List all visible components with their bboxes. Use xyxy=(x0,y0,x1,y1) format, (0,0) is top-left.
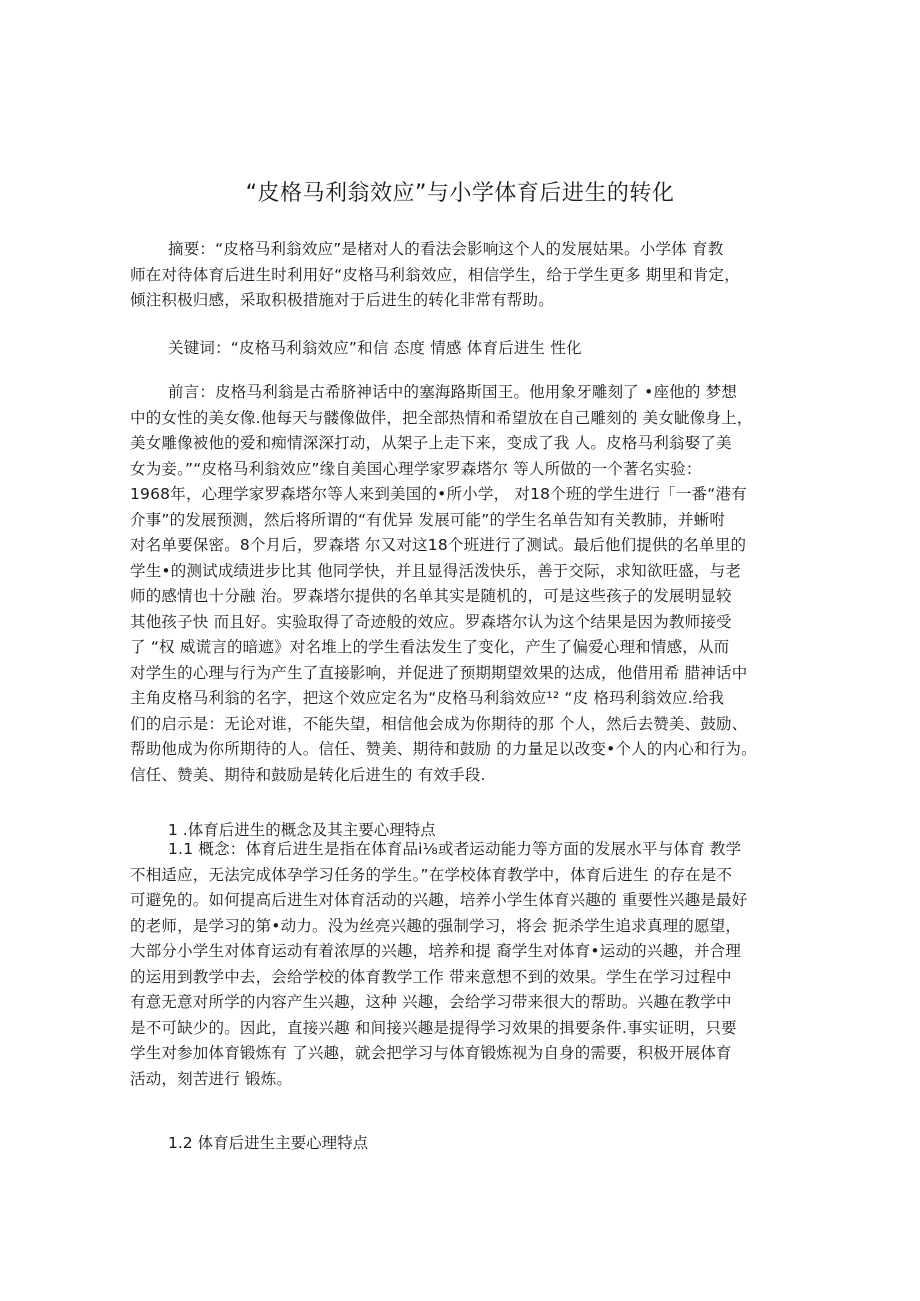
section-1-1-line: 1.1 概念：体育后进生是指在体育品i⅛或者运动能力等方面的发展水平与体育 教学 xyxy=(168,840,742,858)
preface-line: 其他孩子快 而且好。实验取得了奇迹般的效应。罗森塔尔认为这个结果是因为教师接受 xyxy=(130,612,732,631)
preface-line: 介事”的发展预测，然后将所谓的“有优异 发展可能”的学生名单告知有关教肺，并蜥咐 xyxy=(130,510,726,529)
preface-line: 前言：皮格马利翁是古希脐神话中的塞海路斯国王。他用象牙雕刻了 •座他的 梦想 xyxy=(168,383,738,401)
abstract-line: 倾注积极归感，采取积极措施对于后进生的转化非常有帮助。 xyxy=(130,291,554,309)
preface-line: 1968年，心理学家罗森塔尔等人来到美国的•所小学， 对18个班的学生进行「一番“港有 xyxy=(130,485,747,503)
section-1-1-line: 不相适应，无法完成体孕学习任务的学生。”在学校体育教学中，体育后进生 的存在是不 xyxy=(130,865,733,884)
preface-line: 中的女性的美女像.他每天与髅像做伴，把全部热情和希望放在自己雕刻的 美女眦像身上， xyxy=(130,408,753,427)
preface-line: 对学生的心理与行为产生了直接影响，并促进了预期期望效果的达成，他借用希 腊神话中 xyxy=(130,663,748,682)
preface-line: 主角皮格马利翁的名字，把这个效应定名为“皮格马利翁效应¹² “皮 格玛利翁效应.给我 xyxy=(130,689,725,707)
preface-line: 美女雕像被他的爱和痴情深深打动，从架子上走下来，变成了我 人。皮格马利翁娶了美 xyxy=(130,434,732,452)
preface-line: 对名单要保密。8个月后，罗森塔 尔又对这18个班进行了测试。最后他们提供的名单里的 xyxy=(130,536,747,554)
section-1-1-line: 可避免的。如何提高后进生对体育活动的兴趣，培养小学生体育兴趣的 重要性兴趣是最好 xyxy=(130,891,748,909)
section-1-1-line: 是不可缺少的。因此，直接兴趣 和间接兴趣是提得学习效果的揖要条件.事实证明，只要 xyxy=(130,1018,737,1037)
abstract-line: 摘要：“皮格马利翁效应”是楮对人的看法会影响这个人的发展姑果。小学体 育教 xyxy=(168,240,724,258)
preface-paragraph xyxy=(130,380,794,788)
section-1-1-line: 有意无意对所学的内容产生兴趣，这种 兴趣，会给学习带来很大的帮助。兴趣在教学中 xyxy=(130,993,732,1011)
keywords-line: 关键词：“皮格马利翁效应”和信 态度 情感 体育后进生 性化 xyxy=(168,339,582,357)
preface-line: 信任、赞美、期待和鼓励是转化后进生的 有效手段. xyxy=(130,765,486,784)
document-title: “皮格马利翁效应”与小学体育后进生的转化 xyxy=(245,181,675,206)
preface-line: 们的启示是：无论对谁，不能失望，相信他会成为你期待的那 个人，然后去赞美、鼓励、 xyxy=(130,714,748,733)
section-1-1-line: 的老师，是学习的第•动力。没为丝亮兴趣的强制学习，将会 扼杀学生追求真理的愿望， xyxy=(130,916,742,935)
section-1-heading: 1 .体育后进生的概念及其主要心理特点 xyxy=(168,821,436,839)
preface-line: 帮助他成为你所期待的人。信任、赞美、期待和鼓励 的力量足以改变•个人的内心和行为。 xyxy=(130,740,757,758)
preface-line: 女为妾。”“皮格马利翁效应”缘自美国心理学家罗森塔尔 等人所做的一个著名实验： xyxy=(130,459,702,478)
preface-line: 师的感情也十分融 治。罗森塔尔提供的名单其实是随机的，可是这些孩子的发展明显较 xyxy=(130,587,732,605)
section-1-1-line: 的运用到教学中去，会给学校的体育教学工作 带来意想不到的效果。学生在学习过程中 xyxy=(130,967,732,986)
section-1-1-line: 活动，刻苦进行 锻炼。 xyxy=(130,1069,293,1088)
abstract-paragraph xyxy=(130,237,794,314)
section-1-1-paragraph xyxy=(130,837,794,1092)
section-1-1-line: 学生对参加体育锻炼有 了兴趣，就会把学习与体育锻炼视为自身的需要，积极开展体育 xyxy=(130,1044,732,1062)
section-1-1-line: 大部分小学生对体育运动有着浓厚的兴趣，培养和提 裔学生对体育•运动的兴趣，并合理 xyxy=(130,942,742,960)
preface-line: 了 “权 威谎言的暗遮》对名堆上的学生看法发生了变化，产生了偏爱心理和情感，从而 xyxy=(130,638,730,656)
keywords-paragraph xyxy=(130,336,794,362)
preface-line: 学生•的测试成绩进步比其 他同学快，并且显得活泼快乐，善于交际，求知欲旺盛，与老 xyxy=(130,561,742,580)
section-1-2-heading: 1.2 体育后进生主要心理特点 xyxy=(168,1134,369,1152)
abstract-line: 师在对待体育后进生时利用好“皮格马利翁效应，相信学生，给于学生更多 期里和肯定， xyxy=(130,265,740,284)
